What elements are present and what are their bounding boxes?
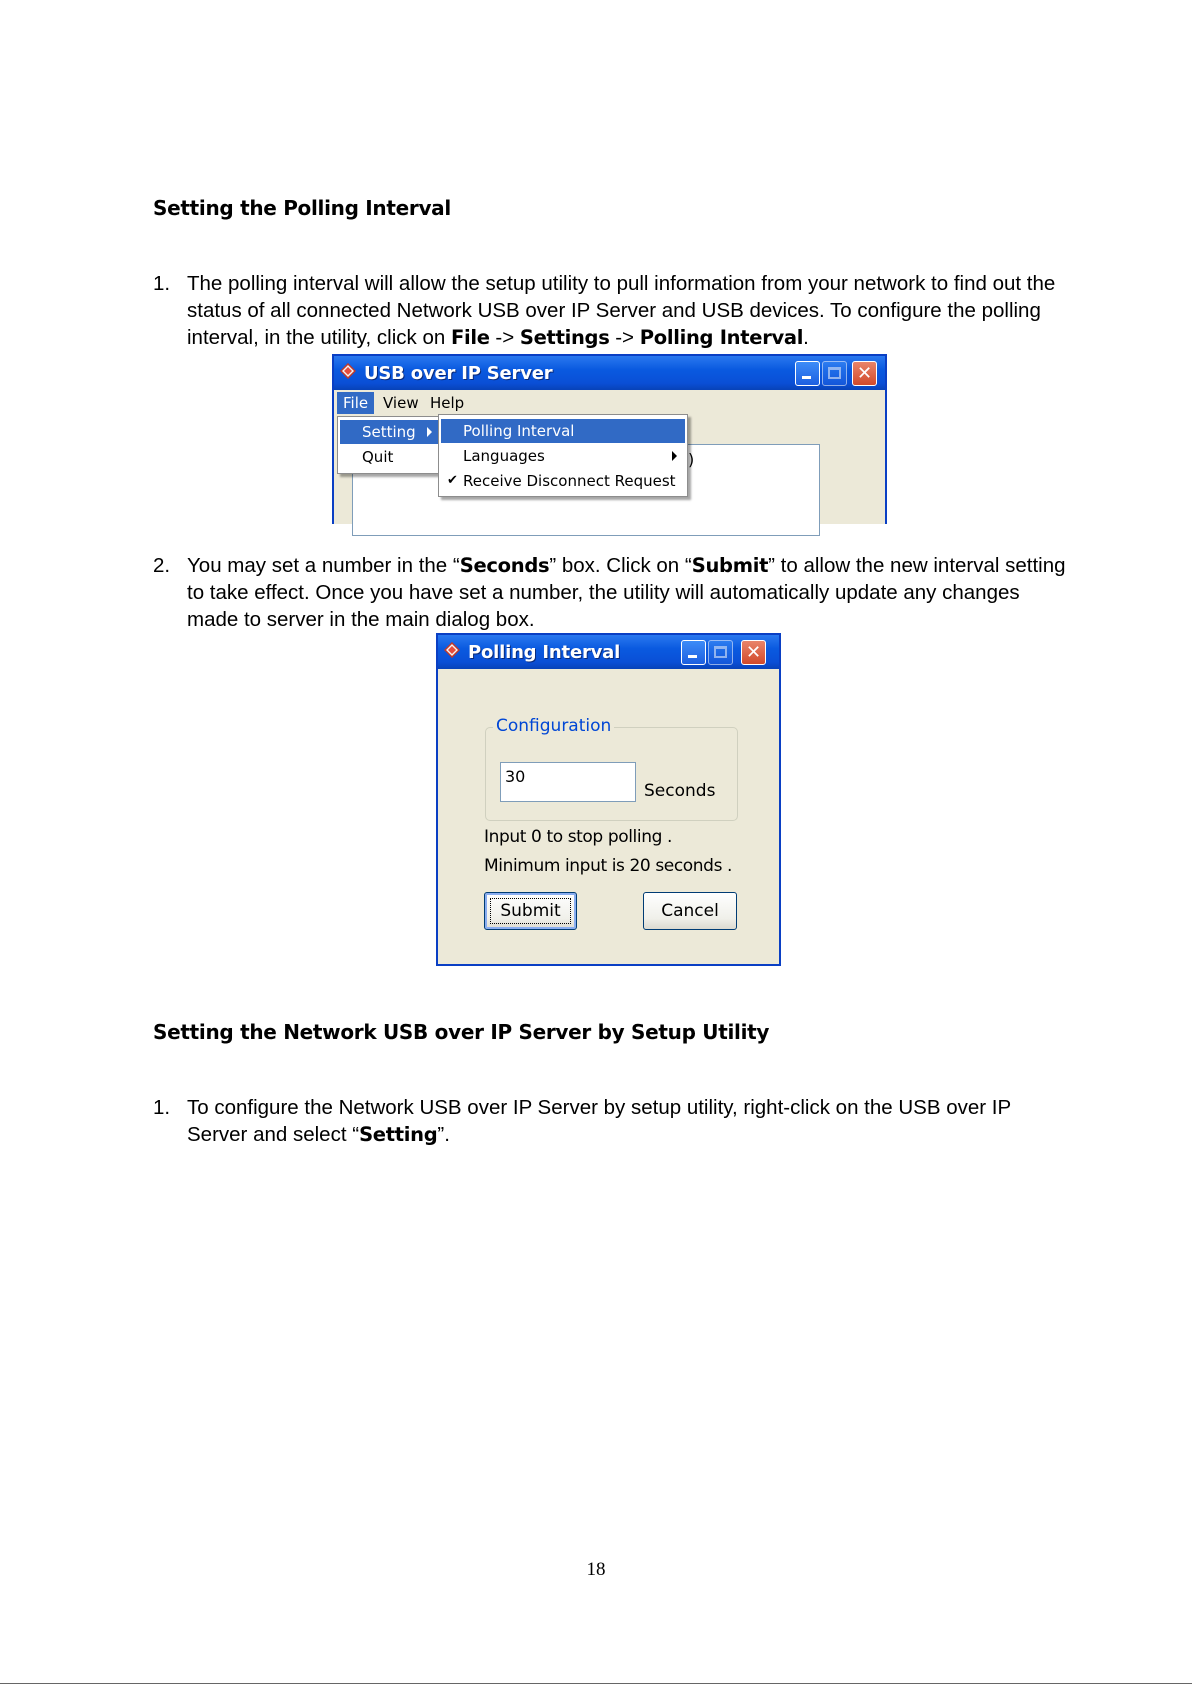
polling-interval-dialog xyxy=(436,633,781,966)
minimize-button[interactable] xyxy=(795,361,820,386)
step-text: The polling interval will allow the setup utility to pull information from your network to find out the status of all connected Network USB over IP Server and USB devices. To configure the polling interval, in the utility, click on File -> Settings -> Polling Interval. xyxy=(187,272,1056,349)
submenu-arrow-icon xyxy=(672,451,677,461)
seconds-input[interactable]: 30 xyxy=(500,762,636,802)
menu-help[interactable]: Help xyxy=(430,394,465,412)
maximize-icon xyxy=(714,646,727,658)
keyword-file: File xyxy=(450,326,490,349)
app-icon xyxy=(340,363,356,379)
step-number: 1. xyxy=(153,1096,171,1119)
keyword-polling-interval: Polling Interval xyxy=(639,326,804,349)
file-menu-dropdown xyxy=(337,416,443,474)
step-number: 1. xyxy=(153,272,171,295)
close-icon: ✕ xyxy=(745,642,762,663)
menu-item-languages[interactable]: Languages xyxy=(441,444,685,468)
submenu-arrow-icon xyxy=(427,427,432,437)
keyword-submit: Submit xyxy=(691,554,769,577)
step-text: To configure the Network USB over IP Server by setup utility, right-click on the USB over IP Server and select “Setting”. xyxy=(187,1096,1011,1146)
page-number: 18 xyxy=(586,1559,606,1580)
title-bar xyxy=(334,356,885,390)
partial-text: ) xyxy=(688,450,695,469)
close-button[interactable] xyxy=(852,361,877,386)
close-button[interactable] xyxy=(741,640,766,665)
info-minimum-input: Minimum input is 20 seconds . xyxy=(484,856,733,876)
seconds-label: Seconds xyxy=(644,781,716,801)
setting-submenu xyxy=(438,414,688,497)
maximize-button[interactable] xyxy=(822,361,847,386)
menu-view[interactable]: View xyxy=(383,394,419,412)
menu-file[interactable]: File xyxy=(337,392,374,414)
dialog-title: Polling Interval xyxy=(468,642,621,663)
submit-button[interactable]: Submit xyxy=(484,892,577,930)
app-icon xyxy=(444,642,460,658)
checkmark-icon: ✔ xyxy=(447,473,458,488)
section-heading-polling-interval: Setting the Polling Interval xyxy=(153,196,451,220)
menu-item-polling-interval[interactable]: Polling Interval xyxy=(441,419,685,443)
keyword-settings: Settings xyxy=(519,326,610,349)
menu-bar xyxy=(334,390,885,416)
usb-over-ip-server-window xyxy=(332,354,887,524)
step-text: You may set a number in the “Seconds” box. Click on “Submit” to allow the new interval setting to take effect. Once you have set a number, the utility will automatically update any changes made to server in the main dialog box. xyxy=(187,554,1066,631)
menu-item-setting[interactable]: Setting xyxy=(340,420,440,444)
bottom-rule xyxy=(0,1683,1192,1684)
minimize-icon xyxy=(802,376,811,379)
menu-item-quit[interactable]: Quit xyxy=(362,448,394,466)
close-icon: ✕ xyxy=(856,363,873,384)
cancel-button[interactable]: Cancel xyxy=(643,892,737,930)
maximize-icon xyxy=(828,367,841,379)
info-stop-polling: Input 0 to stop polling . xyxy=(484,827,672,847)
menu-item-receive-disconnect-request[interactable]: ✔ Receive Disconnect Request xyxy=(441,469,685,493)
window-title: USB over IP Server xyxy=(364,363,553,384)
step-1-polling xyxy=(153,270,1068,351)
maximize-button[interactable] xyxy=(708,640,733,665)
step-2-seconds xyxy=(153,552,1068,633)
keyword-seconds: Seconds xyxy=(459,554,550,577)
title-bar xyxy=(438,635,779,669)
minimize-icon xyxy=(688,655,697,658)
section-heading-setup-utility: Setting the Network USB over IP Server by Setup Utility xyxy=(153,1020,770,1044)
step-number: 2. xyxy=(153,554,171,577)
configuration-label: Configuration xyxy=(493,716,614,736)
focus-ring xyxy=(490,898,571,924)
keyword-setting: Setting xyxy=(359,1123,438,1146)
minimize-button[interactable] xyxy=(681,640,706,665)
step-1-setup-utility xyxy=(153,1094,1068,1148)
